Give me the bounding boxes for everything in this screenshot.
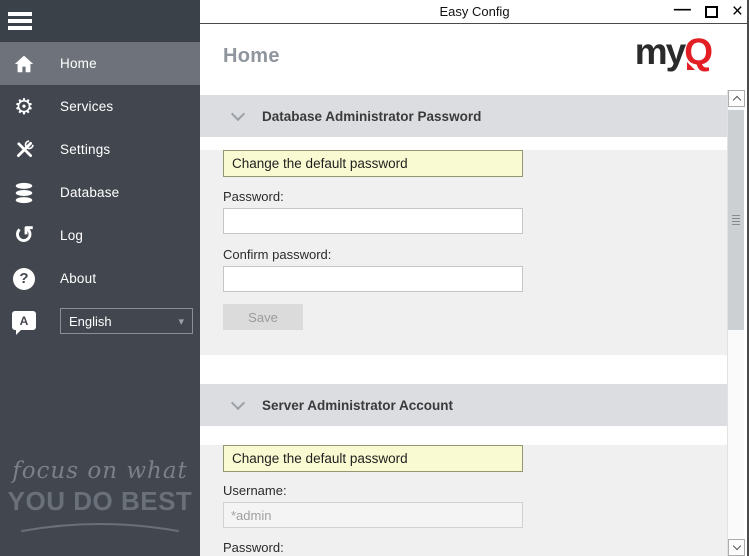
chevron-down-icon — [732, 542, 740, 550]
scroll-up-button[interactable] — [728, 90, 745, 107]
password-label: Password: — [223, 540, 284, 555]
sidebar-item-home[interactable] — [0, 42, 200, 85]
settings-tools-icon — [11, 139, 37, 160]
home-icon — [11, 53, 37, 75]
window-titlebar[interactable] — [200, 0, 749, 24]
sidebar — [0, 0, 200, 556]
username-input[interactable] — [223, 502, 523, 528]
language-dropdown-value: English — [69, 313, 112, 329]
about-question-icon: ? — [11, 268, 37, 290]
close-button[interactable]: × — [731, 1, 743, 22]
chevron-down-icon — [231, 395, 245, 409]
language-dropdown[interactable] — [60, 308, 193, 334]
section-header-database-admin-password[interactable] — [200, 95, 727, 137]
window-title: Easy Config — [439, 4, 510, 19]
save-button[interactable]: Save — [223, 304, 303, 330]
password-label: Password: — [223, 189, 284, 204]
language-row — [0, 307, 200, 355]
notice-banner: Change the default password — [223, 150, 523, 177]
sidebar-item-label: Database — [60, 185, 120, 200]
sidebar-item-settings[interactable] — [0, 128, 200, 171]
section-header-server-admin-account[interactable] — [200, 384, 727, 426]
section-divider — [200, 355, 727, 384]
myq-logo: myQ — [634, 31, 711, 72]
scrollbar-grip-icon — [732, 215, 740, 227]
section-body-server-admin-account — [200, 445, 727, 556]
services-gear-icon: ⚙ — [14, 93, 34, 119]
tagline-line2: YOU DO BEST — [7, 486, 193, 516]
sidebar-item-label: Home — [60, 56, 97, 71]
chevron-down-icon: ▾ — [178, 316, 184, 328]
brand-tagline — [0, 458, 200, 536]
sidebar-item-database[interactable] — [0, 171, 200, 214]
maximize-button[interactable] — [705, 6, 718, 18]
sidebar-item-label: Settings — [60, 142, 111, 157]
password-input[interactable] — [223, 208, 523, 234]
tagline-line1: focus on what — [12, 458, 188, 484]
page-header — [200, 24, 749, 90]
sidebar-item-services[interactable] — [0, 85, 200, 128]
main-panel — [200, 24, 749, 556]
section-title: Server Administrator Account — [262, 397, 454, 413]
chevron-down-icon — [231, 106, 245, 120]
hamburger-menu-icon[interactable] — [8, 12, 32, 30]
database-icon — [11, 182, 37, 204]
confirm-password-label: Confirm password: — [223, 247, 332, 262]
notice-banner: Change the default password — [223, 445, 523, 472]
scroll-down-button[interactable] — [728, 539, 745, 556]
confirm-password-input[interactable] — [223, 266, 523, 292]
section-body-database-admin-password — [200, 150, 727, 355]
translate-icon: A — [11, 311, 37, 330]
window-controls — [674, 0, 743, 24]
section-title: Database Administrator Password — [262, 108, 482, 124]
minimize-button[interactable]: — — [673, 0, 691, 18]
maximize-icon — [705, 6, 718, 18]
username-label: Username: — [223, 483, 287, 498]
sidebar-item-about[interactable] — [0, 257, 200, 300]
sidebar-top-strip — [0, 0, 200, 42]
log-history-icon: ↺ — [13, 221, 35, 249]
sidebar-item-label: About — [60, 271, 97, 286]
sidebar-item-label: Services — [60, 99, 114, 114]
settings-scroll-area — [200, 90, 727, 556]
chevron-up-icon — [732, 96, 740, 104]
tagline-arc-decoration — [0, 521, 200, 536]
vertical-scrollbar[interactable] — [727, 90, 744, 556]
scrollbar-thumb[interactable] — [728, 110, 744, 330]
sidebar-item-log[interactable] — [0, 214, 200, 257]
sidebar-item-label: Log — [60, 228, 84, 243]
page-title: Home — [223, 45, 280, 67]
